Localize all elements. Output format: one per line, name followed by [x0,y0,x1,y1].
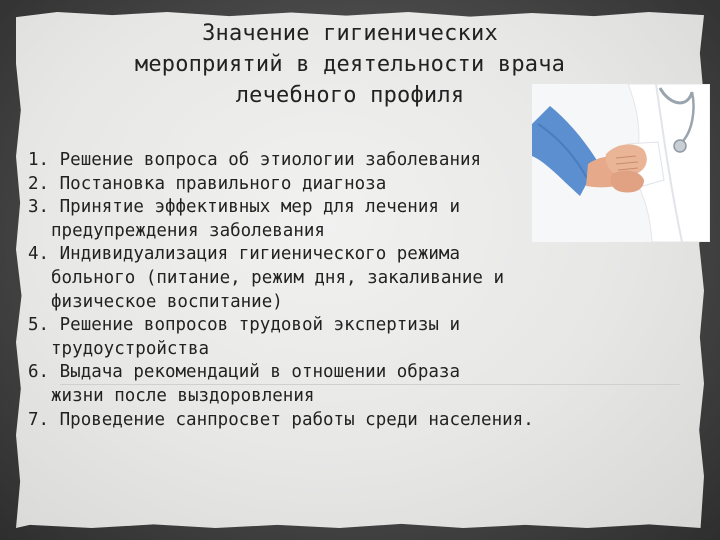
item-text-continued: трудоустройства [51,338,210,359]
item-text-continued: жизни после выздоровления [51,385,315,406]
item-text: Решение вопроса об этиологии заболевания [59,150,482,170]
item-text: Проведение санпросвет работы среди населения. [59,409,534,430]
item-text-continued: больного (питание, режим дня, закаливание и [51,267,505,288]
item-text: Постановка правильного диагноза [59,173,387,194]
divider-line [60,384,680,385]
item-number: 2. [28,173,50,194]
list-item [28,314,668,361]
item-number: 1. [28,150,50,170]
item-text: Принятие эффективных мер для лечения и [59,197,460,218]
item-text: Индивидуализация гигиенического режима [59,244,460,265]
item-number: 5. [28,315,50,336]
item-text: Выдача рекомендаций в отношении образа [59,362,460,383]
item-text-continued: физическое воспитание) [51,291,283,312]
item-number: 4. [28,244,50,265]
title-line-3: лечебного профиля [235,83,465,108]
item-number: 6. [28,362,50,383]
list-item [28,409,668,433]
list-item [28,243,668,314]
item-text-continued: предупреждения заболевания [51,220,325,241]
item-number: 3. [28,197,50,218]
title-line-1: Значение гигиенических [202,21,498,46]
doctor-patient-photo [532,84,710,242]
item-text: Решение вопросов трудовой экспертизы и [59,315,460,336]
item-number: 7. [28,409,50,430]
title-line-2: мероприятий в деятельности врача [134,52,566,77]
doctor-patient-illustration [532,84,710,242]
